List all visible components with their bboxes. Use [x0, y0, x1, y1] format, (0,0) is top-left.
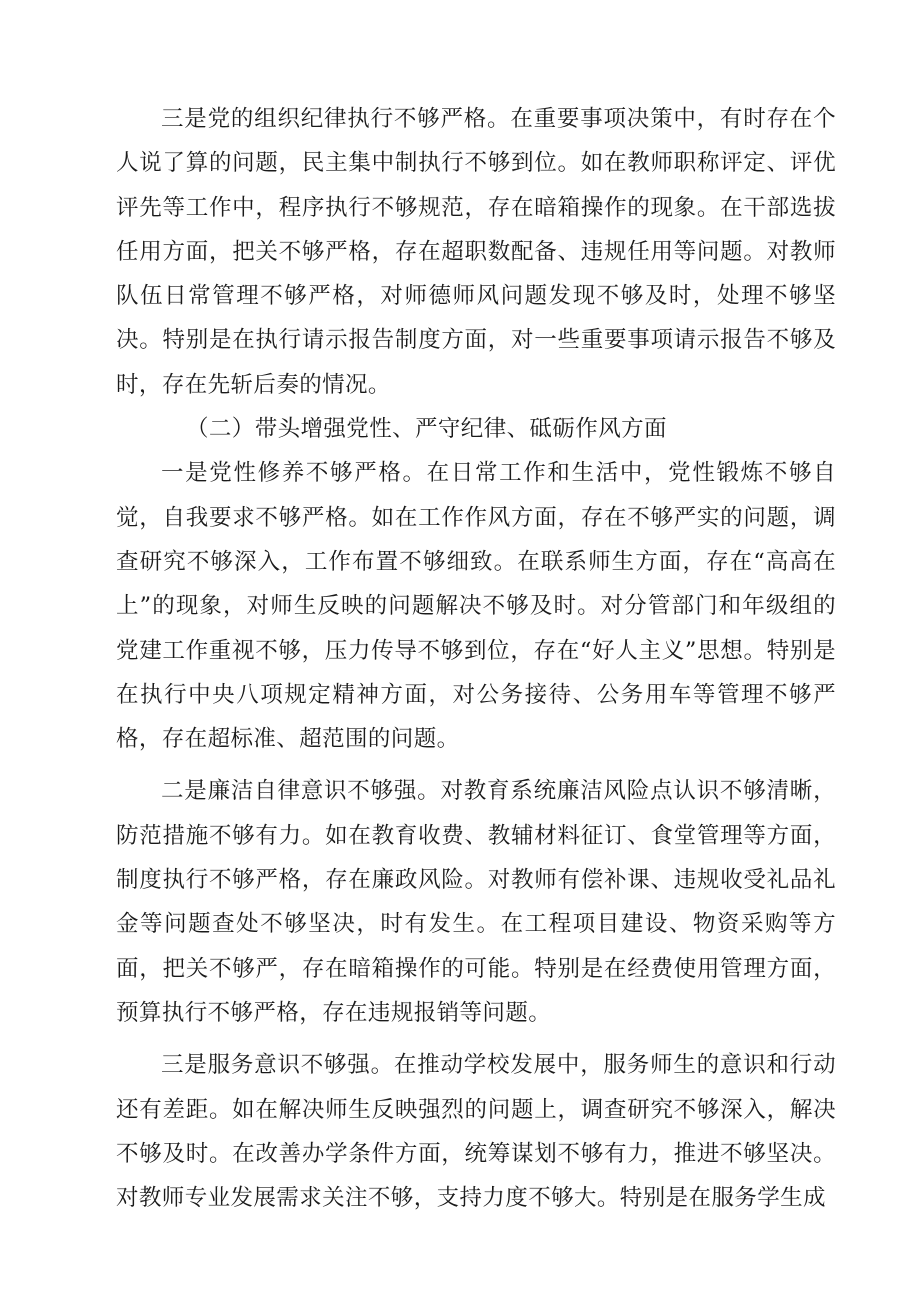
text-line: 特别是在执行请示报告制度方面，对一些重要事项请示报告不够及时，: [116, 327, 836, 398]
text-line: 执行不够严格，存在违规报销等问题。: [161, 999, 552, 1026]
text-line: 人说了算的问题，民主集中制执行不够到位。如在教师职称评定、评优: [116, 150, 836, 177]
text-line: 制度执行不够严格，存在廉政风险。对教师有偿补课、违规收受礼品礼: [116, 867, 836, 894]
text-line: 超标准、超范围的问题。: [207, 726, 460, 753]
section-heading: （二）带头增强党性、严守纪律、砥砺作风方面: [186, 416, 667, 443]
paragraph-integrity: [116, 769, 836, 1035]
text-line: 自我要求不够严格。如在工作作风方面，存在不够严实的问题，调查研: [116, 504, 836, 575]
text-line: 一是党性修养不够严格。在日常工作和生活中，党性锻炼不够自觉，: [116, 460, 836, 531]
text-line: 对教师专业发展需求关注不够，支持力度不够大。特别是在服务学生成: [116, 1185, 826, 1212]
text-line: 用方面，把关不够严格，存在超职数配备、违规任用等问题。对教师队: [116, 238, 836, 310]
text-line: 防范措施不够有力。如在教育收费、教辅材料征订、食堂管理等方面，: [116, 822, 836, 849]
paragraph-party-spirit: [116, 451, 836, 761]
paragraph-service-awareness: [116, 1043, 836, 1220]
text-line: 评先等工作中，程序执行不够规范，存在暗箱操作的现象。在干部选拔任: [116, 194, 836, 265]
text-line: 工作重视不够，压力传导不够到位，存在“好人主义”思想。特别是在执: [116, 637, 836, 708]
text-line: 三是服务意识不够强。在推动学校发展中，服务师生的意识和行动: [161, 1052, 836, 1079]
document-body: [116, 97, 836, 1220]
text-line: 究不够深入，工作布置不够细致。在联系师生方面，存在“高高在上”: [116, 548, 836, 620]
text-line: 伍日常管理不够严格，对师德师风问题发现不够及时，处理不够坚决。: [116, 283, 836, 354]
text-line: 把关不够严，存在暗箱操作的可能。特别是在经费使用管理方面，预算: [116, 955, 836, 1026]
text-line: 不够及时。在改善办学条件方面，统筹谋划不够有力，推进不够坚决。: [116, 1140, 836, 1167]
text-line: 二是廉洁自律意识不够强。对教育系统廉洁风险点认识不够清晰，: [161, 778, 836, 805]
text-line: 三是党的组织纪律执行不够严格。在重要事项决策中，有时存在个: [161, 106, 836, 132]
text-line: 的现象，对师生反映的问题解决不够及时。对分管部门和年级组的党建: [116, 593, 836, 664]
paragraph-organizational-discipline: [116, 97, 836, 407]
text-line: 还有差距。如在解决师生反映强烈的问题上，调查研究不够深入，解决: [116, 1096, 836, 1123]
text-line: 金等问题查处不够坚决，时有发生。在工程项目建设、物资采购等方面，: [116, 911, 836, 982]
text-line: 行中央八项规定精神方面，对公务接待、公务用车等管理不够严格，存在: [116, 681, 836, 753]
text-line: 存在先斩后奏的情况。: [161, 371, 391, 398]
